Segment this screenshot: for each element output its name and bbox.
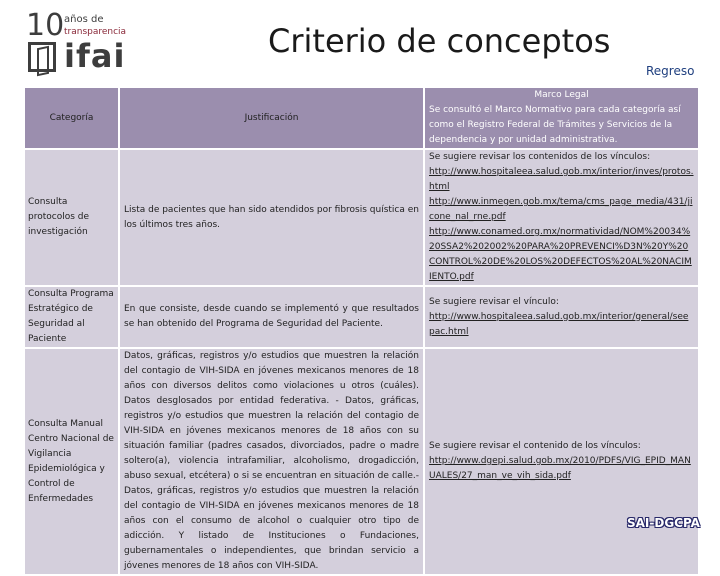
marco-link[interactable]: http://www.hospitaleea.salud.gob.mx/interior/general/seepac.html bbox=[429, 311, 689, 337]
marco-intro: Se sugiere revisar los contenidos de los vínculos: bbox=[429, 152, 651, 162]
marco-link[interactable]: http://www.conamed.org.mx/normatividad/NOM%20034%20SSA2%202002%20PARA%20PREVENCI%D3N%20Y%20CONTROL%20DE%20LOS%20DEFECTOS%20AL%20NACIMIENTO.pdf bbox=[429, 227, 692, 282]
marco-legal-text: Se consultó el Marco Normativo para cada categoría así como el Registro Federal de Trámites y Servicios de la dependencia y por unidad administrativa. bbox=[429, 105, 681, 145]
footer-label: SAI-DGCPA bbox=[627, 516, 700, 530]
table-row bbox=[25, 150, 700, 287]
row-categoria: Consulta protocolos de investigación bbox=[25, 150, 120, 287]
row-marco-legal bbox=[425, 349, 700, 576]
logo-ten: 10 bbox=[26, 8, 65, 43]
marco-link[interactable]: http://www.hospitaleea.salud.gob.mx/interior/inves/protos.html bbox=[429, 167, 694, 192]
marco-link[interactable]: http://www.inmegen.gob.mx/tema/cms_page_media/431/jicone_nal_rne.pdf bbox=[429, 197, 693, 222]
door-icon bbox=[28, 42, 56, 72]
regreso-link[interactable]: Regreso bbox=[646, 64, 695, 78]
table-row bbox=[25, 349, 700, 576]
row-categoria: Consulta Programa Estratégico de Seguridad al Paciente bbox=[25, 287, 120, 349]
logo-ifai: ifai bbox=[64, 37, 126, 75]
logo-anos: años de bbox=[64, 14, 104, 25]
header-marco-legal bbox=[425, 88, 700, 150]
logo-transparencia: transparencia bbox=[64, 27, 127, 37]
row-categoria: Consulta Manual Centro Nacional de Vigilancia Epidemiológica y Control de Enfermedades bbox=[25, 349, 120, 576]
concepts-table bbox=[25, 88, 700, 576]
table-row bbox=[25, 287, 700, 349]
row-justificacion: En que consiste, desde cuando se implementó y que resultados se han obtenido del Programa de Seguridad del Paciente. bbox=[120, 287, 425, 349]
header-categoria: Categoría bbox=[25, 88, 120, 150]
marco-link[interactable]: http://www.dgepi.salud.gob.mx/2010/PDFS/VIG_EPID_MANUALES/27_man_ve_vih_sida.pdf bbox=[429, 456, 691, 481]
row-justificacion: Lista de pacientes que han sido atendidos por fibrosis quística en los últimos tres años. bbox=[120, 150, 425, 287]
marco-legal-title: Marco Legal bbox=[534, 90, 589, 100]
table-header-row bbox=[25, 88, 700, 150]
page-title: Criterio de conceptos bbox=[268, 22, 611, 60]
marco-intro: Se sugiere revisar el vínculo: bbox=[429, 296, 559, 307]
row-marco-legal bbox=[425, 287, 700, 349]
header-justificacion: Justificación bbox=[120, 88, 425, 150]
row-justificacion: Datos, gráficas, registros y/o estudios que muestren la relación del contagio de VIH-SIDA en jóvenes mexicanos menores de 18 años con diversos delitos como violaciones u otros (cuáles). Datos desglosados por entidad federativa. - Datos, gráficas, registros y/o estudios que muestren la relación del contagio de VIH-SIDA en jóvenes mexicanos menores de 18 años con su situación familiar (padres casados, divorciados, padre o madre soltero(a), violencia intrafamiliar, alcoholismo, drogadicción, abuso sexual, etcétera) o si se encuentran en situación de calle.- Datos, gráficas, registros y/o estudios que muestren la relación del contagio de VIH-SIDA en jóvenes mexicanos menores de 18 años con el consumo de alcohol o cualquier otro tipo de adicción. Y listado de Instituciones o Fundaciones, gubernamentales o independientes, que brindan servicio a jóvenes menores de 18 años con VIH-SIDA. bbox=[120, 349, 425, 576]
marco-intro: Se sugiere revisar el contenido de los vínculos: bbox=[429, 441, 641, 451]
row-marco-legal bbox=[425, 150, 700, 287]
ifai-logo bbox=[24, 8, 144, 75]
